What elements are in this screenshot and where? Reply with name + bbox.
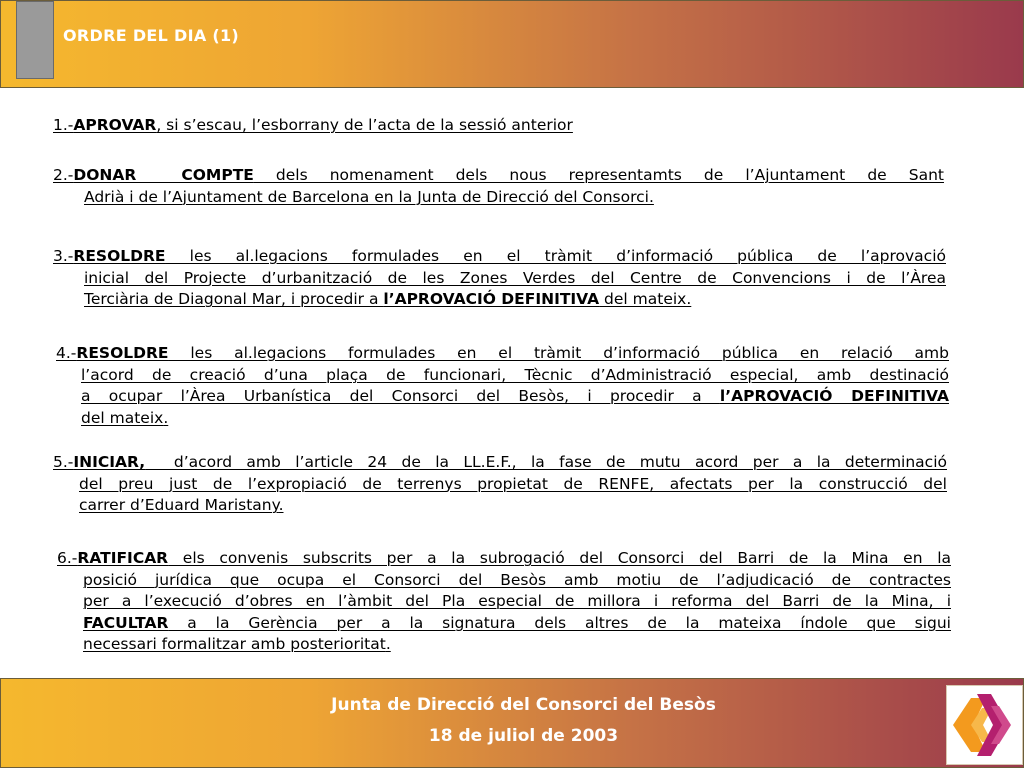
agenda-item-1 <box>53 115 693 137</box>
item-text-line-4: del mateix <box>81 408 164 427</box>
item-emphasis: l’APROVACIÓ DEFINITIVA <box>719 387 949 405</box>
item-text-line-2: del preu just de l’expropiació de terrenys propietat de RENFE, afectats per la construcció del <box>79 474 947 493</box>
item-text-line-3: carrer d’Eduard Maristany <box>79 496 279 514</box>
item-text-line-2: inicial del Projecte d’urbanització de les Zones Verdes del Centre de Convencions i de l’Àrea <box>84 268 946 287</box>
item-number: 6.- <box>57 549 78 567</box>
page-title: ORDRE DEL DIA (1) <box>63 26 240 45</box>
item-number: 4.- <box>56 344 77 362</box>
item-text-line-1: dels nomenament dels nous representamts de l’Ajuntament de Sant <box>253 166 944 184</box>
agenda-item-5: 5.-INICIAR, d’acord amb l’article 24 de la LL.E.F., la fase de mutu acord per a la determinació del preu just de l’expropiació de terrenys propietat de RENFE, afectats per la construcció del carrer d’Eduard Maristany. <box>53 453 947 514</box>
item-number: 3.- <box>53 247 74 265</box>
item-verb: RESOLDRE <box>73 247 166 265</box>
item-text-line-2: posició jurídica que ocupa el Consorci del Besòs amb motiu de l’adjudicació de contractes <box>83 570 951 589</box>
agenda-item-3 <box>53 246 946 311</box>
item-number: 5.- <box>53 453 74 471</box>
agenda-item-4: 4.-RESOLDRE les al.legacions formulades en el tràmit d’informació pública en relació amb l’acord de creació d’una plaça de funcionari, Tècnic d’Administració especial, amb destinació a ocupar l’Àrea Urbanística del Consorci del Besòs, i procedir a l’APROVACIÓ DEFINITIVA del mateix. <box>56 344 949 427</box>
item-text-line-1: les al.legacions formulades en el tràmit d’informació pública de l’aprovació <box>165 247 946 265</box>
item-verb: RESOLDRE <box>76 344 169 362</box>
item-number: 2.- <box>53 166 74 184</box>
item-text-line-5: necessari formalitzar amb posterioritat <box>83 635 386 653</box>
item-verb: DONAR COMPTE <box>73 166 254 184</box>
footer-bar <box>0 678 1024 768</box>
item-emphasis: l’APROVACIÓ DEFINITIVA <box>383 290 600 308</box>
item-text-line-1: els convenis subscrits per a la subrogació del Consorci del Barri de la Mina en la <box>168 549 951 567</box>
item-text-line-3: a ocupar l’Àrea Urbanística del Consorci del Besòs, i procedir a <box>81 387 720 405</box>
agenda-item-6: 6.-RATIFICAR els convenis subscrits per a la subrogació del Consorci del Barri de la Mina en la posició jurídica que ocupa el Consorci del Besòs amb motiu de l’adjudicació de contractes per a l’execució d’obres en l’àmbit del Pla especial de millora i reforma del Barri de la Mina, i FACULTAR a la Gerència per a la signatura dels altres de la mateixa índole que sigui necessari formalitzar amb posterioritat. <box>57 549 951 653</box>
item-verb: RATIFICAR <box>77 549 169 567</box>
item-text-line-4: a la Gerència per a la signatura dels altres de la mateixa índole que sigui <box>168 613 951 632</box>
item-verb: APROVAR <box>73 116 157 134</box>
consorci-besos-logo-icon <box>947 686 1022 764</box>
footer-organization: Junta de Direcció del Consorci del Besòs <box>331 695 716 715</box>
agenda-item-2 <box>53 165 944 208</box>
item-number: 1.- <box>53 116 74 134</box>
item-text-line-2: l’acord de creació d’una plaça de funcionari, Tècnic d’Administració especial, amb destinació <box>81 365 949 384</box>
item-text-line-3: Terciària de Diagonal Mar, i procedir a <box>84 290 384 308</box>
logo <box>946 685 1023 765</box>
item-text: , si s’escau, l’esborrany de l’acta de la sessió anterior <box>156 116 573 134</box>
item-verb-secondary: FACULTAR <box>83 613 169 632</box>
item-text-line-3: per a l’execució d’obres en l’àmbit del Pla especial de millora i reforma del Barri de la Mina, i <box>83 592 951 610</box>
item-verb: INICIAR, <box>73 453 146 471</box>
item-text-line-1: les al.legacions formulades en el tràmit d’informació pública en relació amb <box>168 344 949 362</box>
item-text-line-3-end: del mateix. <box>599 290 692 308</box>
item-text-line-1: d’acord amb l’article 24 de la LL.E.F., la fase de mutu acord per a la determinació <box>145 453 947 471</box>
footer-date: 18 de juliol de 2003 <box>428 726 619 746</box>
item-text-line-2: Adrià i de l’Ajuntament de Barcelona en la Junta de Direcció del Consorci. <box>84 187 654 206</box>
